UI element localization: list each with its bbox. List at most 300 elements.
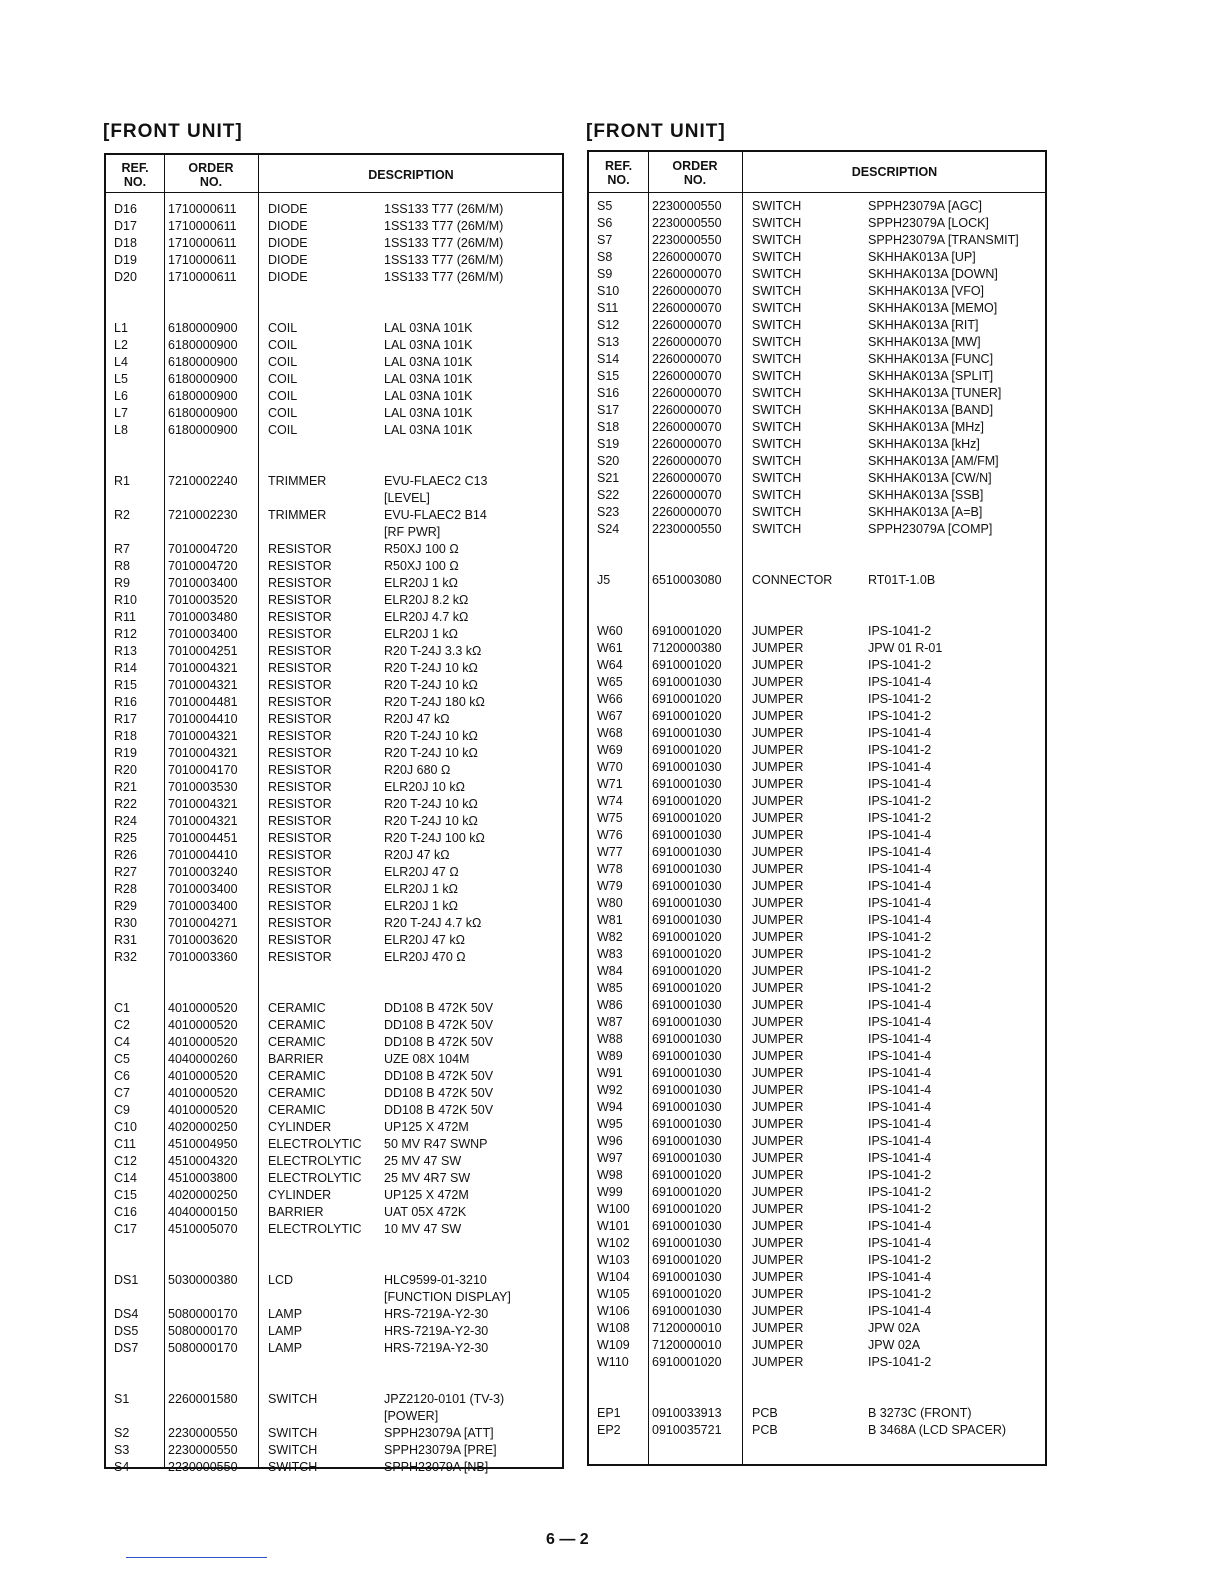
part-type: RESISTOR [268,712,332,726]
part-type: RESISTOR [268,763,332,777]
part-spec: IPS-1041-4 [868,828,932,842]
right-header-order: ORDER NO. [672,159,718,187]
part-spec: DD108 B 472K 50V [384,1069,494,1083]
order-no: 2260000070 [652,301,722,315]
part-spec: ELR20J 10 kΩ [384,780,465,794]
part-spec: IPS-1041-4 [868,1083,932,1097]
order-no: 5080000170 [168,1341,238,1355]
part-type: RESISTOR [268,661,332,675]
order-no: 4010000520 [168,1069,238,1083]
part-type: DIODE [268,270,308,284]
part-spec: SKHHAK013A [RIT] [868,318,979,332]
part-type: LCD [268,1273,294,1287]
order-no: 6910001020 [652,709,722,723]
table-row [589,929,1045,946]
table-row [589,708,1045,725]
part-spec: B 3468A (LCD SPACER) [868,1423,1007,1437]
table-row [106,1068,562,1085]
order-no: 2260000070 [652,488,722,502]
table-row [589,385,1045,402]
table-row [589,198,1045,215]
ref-no: W65 [597,675,623,689]
part-spec: EVU-FLAEC2 B14 [384,508,487,522]
order-no: 6910001030 [652,828,722,842]
table-row [589,249,1045,266]
table-row [106,218,562,235]
table-row [106,1136,562,1153]
table-row [106,1119,562,1136]
order-no: 6910001020 [652,964,722,978]
part-type: JUMPER [752,1151,804,1165]
part-type: DIODE [268,253,308,267]
part-spec: IPS-1041-4 [868,1117,932,1131]
table-row [589,1116,1045,1133]
ref-no: W61 [597,641,623,655]
part-spec: 10 MV 47 SW [384,1222,462,1236]
ref-no: R22 [114,797,137,811]
part-type: LAMP [268,1324,303,1338]
ref-no: C4 [114,1035,130,1049]
order-no: 6910001020 [652,1202,722,1216]
order-no: 4510003800 [168,1171,238,1185]
order-no: 6910001030 [652,1236,722,1250]
part-type: JUMPER [752,1015,804,1029]
part-type: JUMPER [752,1117,804,1131]
ref-no: W69 [597,743,623,757]
part-spec: IPS-1041-4 [868,998,932,1012]
part-type: RESISTOR [268,882,332,896]
table-row [589,1218,1045,1235]
ref-no: S15 [597,369,620,383]
part-spec: 25 MV 47 SW [384,1154,462,1168]
part-spec: R20 T-24J 100 kΩ [384,831,485,845]
table-row [106,541,562,558]
ref-no: C6 [114,1069,130,1083]
ref-no: W60 [597,624,623,638]
ref-no: D17 [114,219,137,233]
table-row [589,606,1045,623]
ref-no: D19 [114,253,137,267]
table-row [106,1374,562,1391]
order-no: 6180000900 [168,321,238,335]
table-row [106,592,562,609]
table-row [106,1408,562,1425]
part-type: CERAMIC [268,1086,326,1100]
part-type: JUMPER [752,1355,804,1369]
part-spec: SKHHAK013A [UP] [868,250,976,264]
order-no: 4040000150 [168,1205,238,1219]
order-no: 7120000010 [652,1338,722,1352]
table-row [589,1422,1045,1439]
ref-no: S17 [597,403,620,417]
page-number: 6 — 2 [546,1531,589,1548]
ref-no: C1 [114,1001,130,1015]
part-type: JUMPER [752,726,804,740]
order-no: 4010000520 [168,1086,238,1100]
table-row [106,1187,562,1204]
ref-no: R11 [114,610,137,624]
order-no: 4020000250 [168,1120,238,1134]
part-spec: IPS-1041-4 [868,879,932,893]
right-header-ref: REF. NO. [604,159,633,187]
ref-no: S2 [114,1426,130,1440]
table-row [589,793,1045,810]
ref-no: S3 [114,1443,130,1457]
ref-no: R21 [114,780,137,794]
left-header-description: DESCRIPTION [368,168,454,182]
part-spec: RT01T-1.0B [868,573,936,587]
order-no: 7010004170 [168,763,238,777]
part-spec: IPS-1041-4 [868,1015,932,1029]
table-row [589,1354,1045,1371]
part-spec: R20 T-24J 10 kΩ [384,729,478,743]
order-no: 0910033913 [652,1406,722,1420]
part-type: COIL [268,355,298,369]
table-row [106,1323,562,1340]
part-spec: IPS-1041-2 [868,658,932,672]
part-type: CYLINDER [268,1188,332,1202]
table-row [106,694,562,711]
part-spec: JPW 02A [868,1338,921,1352]
part-spec: SKHHAK013A [FUNC] [868,352,994,366]
part-type: RESISTOR [268,678,332,692]
ref-no: W96 [597,1134,623,1148]
order-no: 6910001030 [652,845,722,859]
part-type: CERAMIC [268,1103,326,1117]
table-row [589,776,1045,793]
part-spec: ELR20J 1 kΩ [384,627,458,641]
ref-no: R29 [114,899,137,913]
ref-no: R18 [114,729,137,743]
order-no: 4020000250 [168,1188,238,1202]
part-spec: LAL 03NA 101K [384,423,473,437]
table-row [106,1306,562,1323]
table-row [589,1388,1045,1405]
table-row [589,1286,1045,1303]
part-spec: LAL 03NA 101K [384,389,473,403]
part-spec: SPPH23079A [AGC] [868,199,982,213]
table-row [106,626,562,643]
part-spec: IPS-1041-2 [868,1287,932,1301]
table-row [589,266,1045,283]
ref-no: W88 [597,1032,623,1046]
order-no: 2260000070 [652,369,722,383]
part-type: JUMPER [752,1168,804,1182]
part-type: JUMPER [752,743,804,757]
ref-no: R7 [114,542,130,556]
part-spec: R20 T-24J 10 kΩ [384,797,478,811]
order-no: 6910001020 [652,811,722,825]
ref-no: R31 [114,933,137,947]
table-row [106,252,562,269]
part-spec: SKHHAK013A [VFO] [868,284,985,298]
order-no: 2260000070 [652,471,722,485]
order-no: 4010000520 [168,1035,238,1049]
table-row [589,436,1045,453]
part-type: SWITCH [268,1443,318,1457]
table-row [106,932,562,949]
order-no: 7010004410 [168,848,238,862]
order-no: 4010000520 [168,1018,238,1032]
part-type: SWITCH [752,505,802,519]
table-row [106,779,562,796]
part-spec: DD108 B 472K 50V [384,1035,494,1049]
part-type: DIODE [268,219,308,233]
table-row [106,422,562,439]
table-row [589,674,1045,691]
order-no: 1710000611 [168,202,237,216]
ref-no: DS7 [114,1341,139,1355]
part-spec: 50 MV R47 SWNP [384,1137,488,1151]
part-spec: SPPH23079A [NB] [384,1460,489,1474]
order-no: 6910001020 [652,1168,722,1182]
table-row [106,1051,562,1068]
table-row [589,861,1045,878]
order-no: 7010004720 [168,559,238,573]
part-spec: ELR20J 1 kΩ [384,899,458,913]
part-spec: DD108 B 472K 50V [384,1086,494,1100]
part-spec: IPS-1041-2 [868,981,932,995]
order-no: 6910001030 [652,1083,722,1097]
table-row [589,300,1045,317]
part-spec: 25 MV 4R7 SW [384,1171,471,1185]
ref-no: S8 [597,250,613,264]
part-type: JUMPER [752,947,804,961]
part-spec: JPZ2120-0101 (TV-3) [384,1392,505,1406]
order-no: 7010003530 [168,780,238,794]
part-type: SWITCH [752,471,802,485]
ref-no: R10 [114,593,137,607]
part-type: JUMPER [752,1083,804,1097]
right-section-title: [FRONT UNIT] [586,121,726,142]
part-spec: [LEVEL] [384,491,430,505]
part-type: JUMPER [752,1066,804,1080]
table-row [106,439,562,456]
part-type: JUMPER [752,794,804,808]
ref-no: L2 [114,338,128,352]
table-row [106,575,562,592]
part-spec: HLC9599-01-3210 [384,1273,487,1287]
part-type: LAMP [268,1341,303,1355]
part-spec: IPS-1041-4 [868,1049,932,1063]
part-type: CERAMIC [268,1018,326,1032]
ref-no: W98 [597,1168,623,1182]
part-type: DIODE [268,202,308,216]
table-row [106,966,562,983]
table-row [589,997,1045,1014]
table-row [589,521,1045,538]
ref-no: W110 [597,1355,629,1369]
part-spec: SPPH23079A [TRANSMIT] [868,233,1019,247]
table-row [106,507,562,524]
part-type: RESISTOR [268,627,332,641]
part-type: RESISTOR [268,865,332,879]
order-no: 4510005070 [168,1222,238,1236]
ref-no: L5 [114,372,128,386]
part-spec: IPS-1041-4 [868,862,932,876]
order-no: 2260000070 [652,284,722,298]
order-no: 7010004271 [168,916,238,930]
part-spec: ELR20J 8.2 kΩ [384,593,469,607]
ref-no: R30 [114,916,137,930]
table-row [589,1082,1045,1099]
part-type: JUMPER [752,896,804,910]
part-type: SWITCH [752,403,802,417]
part-spec: UZE 08X 104M [384,1052,470,1066]
order-no: 7010003400 [168,627,238,641]
order-no: 7010004321 [168,729,238,743]
order-no: 6910001030 [652,1015,722,1029]
part-type: RESISTOR [268,729,332,743]
part-type: SWITCH [752,216,802,230]
left-rows [106,201,562,1476]
order-no: 2260000070 [652,454,722,468]
ref-no: W91 [597,1066,623,1080]
ref-no: D20 [114,270,137,284]
part-type: JUMPER [752,1100,804,1114]
ref-no: S24 [597,522,620,536]
table-row [106,660,562,677]
part-type: RESISTOR [268,542,332,556]
part-type: PCB [752,1423,778,1437]
part-spec: IPS-1041-2 [868,930,932,944]
ref-no: W78 [597,862,623,876]
order-no: 2230000550 [652,233,722,247]
table-row [589,742,1045,759]
part-spec: HRS-7219A-Y2-30 [384,1324,489,1338]
part-spec: 1SS133 T77 (26M/M) [384,236,504,250]
table-row [589,1303,1045,1320]
part-type: RESISTOR [268,814,332,828]
ref-no: R14 [114,661,137,675]
order-no: 1710000611 [168,270,237,284]
table-row [589,657,1045,674]
part-spec: B 3273C (FRONT) [868,1406,972,1420]
ref-no: S16 [597,386,620,400]
part-type: ELECTROLYTIC [268,1222,362,1236]
part-spec: SKHHAK013A [A=B] [868,505,983,519]
part-type: RESISTOR [268,559,332,573]
order-no: 7010003520 [168,593,238,607]
order-no: 2230000550 [168,1460,238,1474]
order-no: 6910001020 [652,692,722,706]
table-row [106,1340,562,1357]
part-type: JUMPER [752,777,804,791]
part-type: RESISTOR [268,695,332,709]
part-spec: IPS-1041-4 [868,1236,932,1250]
part-spec: 1SS133 T77 (26M/M) [384,270,504,284]
table-row [106,915,562,932]
order-no: 6180000900 [168,423,238,437]
ref-no: W70 [597,760,623,774]
table-row [589,470,1045,487]
ref-no: W104 [597,1270,630,1284]
ref-no: W109 [597,1338,630,1352]
part-spec: IPS-1041-4 [868,1066,932,1080]
table-row [106,354,562,371]
part-type: CONNECTOR [752,573,833,587]
ref-no: R13 [114,644,137,658]
order-no: 2230000550 [652,199,722,213]
table-row [589,504,1045,521]
table-row [106,456,562,473]
ref-no: W80 [597,896,623,910]
part-type: SWITCH [752,233,802,247]
order-no: 5080000170 [168,1324,238,1338]
part-spec: DD108 B 472K 50V [384,1103,494,1117]
part-spec: [RF PWR] [384,525,441,539]
order-no: 7010004321 [168,678,238,692]
order-no: 7210002230 [168,508,238,522]
part-type: JUMPER [752,913,804,927]
ref-no: D18 [114,236,137,250]
part-type: JUMPER [752,1219,804,1233]
table-row [106,1442,562,1459]
order-no: 6910001020 [652,930,722,944]
part-type: SWITCH [752,386,802,400]
order-no: 1710000611 [168,253,237,267]
ref-no: W64 [597,658,623,672]
order-no: 4040000260 [168,1052,238,1066]
table-row [589,844,1045,861]
part-type: JUMPER [752,845,804,859]
table-row [106,881,562,898]
table-row [106,490,562,507]
part-type: SWITCH [268,1460,318,1474]
order-no: 4510004320 [168,1154,238,1168]
table-row [106,1153,562,1170]
part-spec: LAL 03NA 101K [384,406,473,420]
part-spec: HRS-7219A-Y2-30 [384,1307,489,1321]
ref-no: C10 [114,1120,137,1134]
ref-no: R9 [114,576,130,590]
table-row [106,235,562,252]
part-type: JUMPER [752,760,804,774]
part-spec: IPS-1041-2 [868,692,932,706]
table-row [106,643,562,660]
order-no: 7010004321 [168,661,238,675]
part-spec: SKHHAK013A [AM/FM] [868,454,999,468]
part-type: JUMPER [752,1049,804,1063]
part-spec: IPS-1041-4 [868,1032,932,1046]
ref-no: W79 [597,879,623,893]
table-row [589,1405,1045,1422]
part-type: DIODE [268,236,308,250]
part-spec: IPS-1041-2 [868,964,932,978]
ref-no: W94 [597,1100,623,1114]
ref-no: C7 [114,1086,130,1100]
part-spec: IPS-1041-2 [868,709,932,723]
ref-no: W100 [597,1202,630,1216]
ref-no: C16 [114,1205,137,1219]
order-no: 6910001020 [652,794,722,808]
table-row [106,201,562,218]
order-no: 6910001030 [652,1304,722,1318]
right-parts-table [587,150,1047,1466]
part-spec: UAT 05X 472K [384,1205,467,1219]
order-no: 6910001020 [652,981,722,995]
ref-no: S12 [597,318,620,332]
part-type: JUMPER [752,1185,804,1199]
order-no: 6910001020 [652,1287,722,1301]
part-spec: R20 T-24J 10 kΩ [384,661,478,675]
ref-no: J5 [597,573,611,587]
order-no: 6910001030 [652,1134,722,1148]
ref-no: W71 [597,777,623,791]
part-type: JUMPER [752,879,804,893]
table-row [106,864,562,881]
table-row [106,813,562,830]
